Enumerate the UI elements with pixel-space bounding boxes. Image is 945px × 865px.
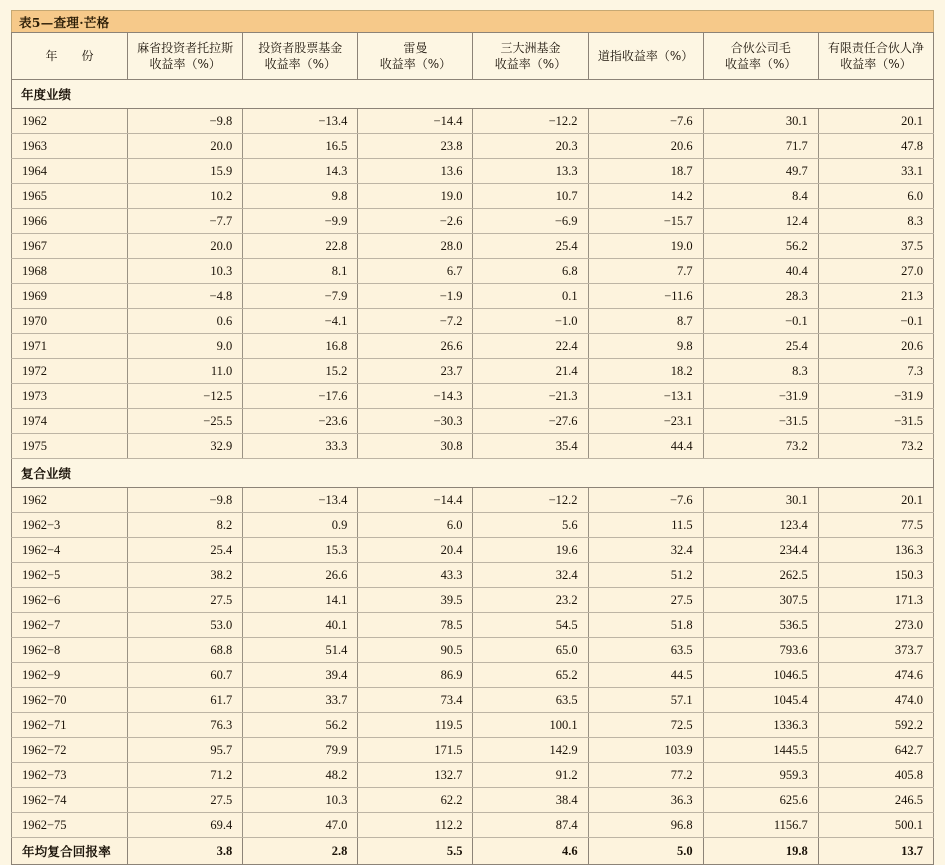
cell-year: 1970 xyxy=(12,309,128,334)
cell-year: 1971 xyxy=(12,334,128,359)
cell-value: −12.2 xyxy=(473,488,588,513)
cell-value: −7.2 xyxy=(358,309,473,334)
cell-value: −9.8 xyxy=(128,109,243,134)
total-row-value: 19.8 xyxy=(703,838,818,865)
cell-value: −23.1 xyxy=(588,409,703,434)
cell-year: 1974 xyxy=(12,409,128,434)
column-header-tri-continental-line1: 三大洲基金 xyxy=(500,41,561,55)
cell-year: 1972 xyxy=(12,359,128,384)
cell-value: 32.4 xyxy=(473,563,588,588)
cell-value: 9.8 xyxy=(243,184,358,209)
cell-value: −13.4 xyxy=(243,488,358,513)
column-header-year-line1: 年 份 xyxy=(45,49,100,63)
cell-value: 14.3 xyxy=(243,159,358,184)
column-header-mit xyxy=(128,33,243,80)
section-heading-row xyxy=(12,80,934,109)
cell-value: 959.3 xyxy=(703,763,818,788)
total-row-value: 5.0 xyxy=(588,838,703,865)
cell-value: 7.3 xyxy=(818,359,933,384)
cell-value: 119.5 xyxy=(358,713,473,738)
cell-value: 60.7 xyxy=(128,663,243,688)
table-row xyxy=(12,588,934,613)
cell-value: 78.5 xyxy=(358,613,473,638)
cell-value: 73.4 xyxy=(358,688,473,713)
cell-value: 103.9 xyxy=(588,738,703,763)
cell-value: 27.5 xyxy=(128,788,243,813)
cell-value: −1.9 xyxy=(358,284,473,309)
cell-value: −4.8 xyxy=(128,284,243,309)
cell-value: 40.4 xyxy=(703,259,818,284)
cell-value: 16.8 xyxy=(243,334,358,359)
cell-year: 1962−72 xyxy=(12,738,128,763)
cell-value: −31.9 xyxy=(818,384,933,409)
cell-value: 44.5 xyxy=(588,663,703,688)
cell-value: 39.4 xyxy=(243,663,358,688)
cell-value: 8.1 xyxy=(243,259,358,284)
cell-value: −13.4 xyxy=(243,109,358,134)
cell-value: 25.4 xyxy=(473,234,588,259)
cell-value: 10.3 xyxy=(243,788,358,813)
column-header-investors-stock-fund-line2: 收益率（%） xyxy=(264,57,336,71)
cell-value: 20.1 xyxy=(818,488,933,513)
cell-value: 44.4 xyxy=(588,434,703,459)
cell-value: 5.6 xyxy=(473,513,588,538)
cell-year: 1964 xyxy=(12,159,128,184)
table-row xyxy=(12,663,934,688)
column-header-tri-continental xyxy=(473,33,588,80)
cell-value: −14.3 xyxy=(358,384,473,409)
table-row xyxy=(12,434,934,459)
cell-value: 27.5 xyxy=(128,588,243,613)
cell-value: 28.0 xyxy=(358,234,473,259)
cell-value: 1045.4 xyxy=(703,688,818,713)
table-row xyxy=(12,259,934,284)
cell-value: 150.3 xyxy=(818,563,933,588)
cell-year: 1968 xyxy=(12,259,128,284)
table-row xyxy=(12,638,934,663)
cell-value: −7.7 xyxy=(128,209,243,234)
cell-value: 11.5 xyxy=(588,513,703,538)
cell-value: 68.8 xyxy=(128,638,243,663)
cell-value: −15.7 xyxy=(588,209,703,234)
cell-year: 1975 xyxy=(12,434,128,459)
cell-value: 56.2 xyxy=(243,713,358,738)
total-row-label: 年均复合回报率 xyxy=(12,838,128,865)
cell-value: 33.7 xyxy=(243,688,358,713)
cell-value: −13.1 xyxy=(588,384,703,409)
table-row xyxy=(12,488,934,513)
cell-year: 1962−4 xyxy=(12,538,128,563)
cell-value: 6.0 xyxy=(358,513,473,538)
column-header-partnership-gross-line1: 合伙公司毛 xyxy=(730,41,791,55)
cell-value: −17.6 xyxy=(243,384,358,409)
cell-value: 474.6 xyxy=(818,663,933,688)
cell-value: 1156.7 xyxy=(703,813,818,838)
cell-value: 39.5 xyxy=(358,588,473,613)
cell-value: 474.0 xyxy=(818,688,933,713)
cell-value: 234.4 xyxy=(703,538,818,563)
column-header-mit-line2: 收益率（%） xyxy=(149,57,221,71)
column-header-investors-stock-fund xyxy=(243,33,358,80)
cell-value: 373.7 xyxy=(818,638,933,663)
cell-value: 65.2 xyxy=(473,663,588,688)
cell-value: 49.7 xyxy=(703,159,818,184)
cell-value: 8.7 xyxy=(588,309,703,334)
cell-value: 171.3 xyxy=(818,588,933,613)
cell-value: 51.4 xyxy=(243,638,358,663)
cell-year: 1962−74 xyxy=(12,788,128,813)
cell-value: 123.4 xyxy=(703,513,818,538)
cell-value: 63.5 xyxy=(588,638,703,663)
table-row xyxy=(12,334,934,359)
cell-value: 57.1 xyxy=(588,688,703,713)
cell-value: −12.5 xyxy=(128,384,243,409)
cell-value: 8.4 xyxy=(703,184,818,209)
cell-value: 33.3 xyxy=(243,434,358,459)
cell-value: 33.1 xyxy=(818,159,933,184)
cell-value: 8.2 xyxy=(128,513,243,538)
table-row xyxy=(12,309,934,334)
cell-value: 793.6 xyxy=(703,638,818,663)
table-row xyxy=(12,513,934,538)
table-row xyxy=(12,563,934,588)
cell-value: 136.3 xyxy=(818,538,933,563)
cell-value: 15.9 xyxy=(128,159,243,184)
total-row-value: 2.8 xyxy=(243,838,358,865)
cell-value: 307.5 xyxy=(703,588,818,613)
column-header-year xyxy=(12,33,128,80)
cell-value: 536.5 xyxy=(703,613,818,638)
cell-value: −14.4 xyxy=(358,488,473,513)
cell-value: 38.4 xyxy=(473,788,588,813)
cell-value: 1046.5 xyxy=(703,663,818,688)
cell-year: 1962−73 xyxy=(12,763,128,788)
cell-value: 21.3 xyxy=(818,284,933,309)
cell-value: 56.2 xyxy=(703,234,818,259)
cell-value: −25.5 xyxy=(128,409,243,434)
cell-value: 22.8 xyxy=(243,234,358,259)
table-body xyxy=(12,80,934,865)
cell-value: 262.5 xyxy=(703,563,818,588)
cell-value: 20.4 xyxy=(358,538,473,563)
table-row xyxy=(12,688,934,713)
cell-value: 6.0 xyxy=(818,184,933,209)
cell-value: 30.1 xyxy=(703,109,818,134)
cell-value: 112.2 xyxy=(358,813,473,838)
cell-value: −30.3 xyxy=(358,409,473,434)
cell-value: 1445.5 xyxy=(703,738,818,763)
cell-value: 9.8 xyxy=(588,334,703,359)
cell-value: −31.5 xyxy=(703,409,818,434)
cell-value: 37.5 xyxy=(818,234,933,259)
cell-year: 1963 xyxy=(12,134,128,159)
cell-value: 0.9 xyxy=(243,513,358,538)
cell-value: 95.7 xyxy=(128,738,243,763)
cell-value: 71.2 xyxy=(128,763,243,788)
cell-value: −6.9 xyxy=(473,209,588,234)
cell-value: 642.7 xyxy=(818,738,933,763)
page-title: 表5—查理·芒格 xyxy=(19,14,110,30)
cell-value: −1.0 xyxy=(473,309,588,334)
table-row xyxy=(12,538,934,563)
total-row-value: 5.5 xyxy=(358,838,473,865)
cell-value: 9.0 xyxy=(128,334,243,359)
header-row xyxy=(12,33,934,80)
cell-year: 1969 xyxy=(12,284,128,309)
table-row xyxy=(12,359,934,384)
cell-value: 51.8 xyxy=(588,613,703,638)
cell-value: 8.3 xyxy=(703,359,818,384)
cell-year: 1962−9 xyxy=(12,663,128,688)
cell-value: 30.1 xyxy=(703,488,818,513)
cell-value: −12.2 xyxy=(473,109,588,134)
cell-value: −23.6 xyxy=(243,409,358,434)
cell-value: 592.2 xyxy=(818,713,933,738)
cell-value: 47.0 xyxy=(243,813,358,838)
cell-value: 72.5 xyxy=(588,713,703,738)
cell-year: 1962−5 xyxy=(12,563,128,588)
cell-year: 1962−71 xyxy=(12,713,128,738)
cell-value: 13.3 xyxy=(473,159,588,184)
cell-value: 132.7 xyxy=(358,763,473,788)
performance-table xyxy=(11,32,934,865)
cell-value: 73.2 xyxy=(703,434,818,459)
cell-value: −2.6 xyxy=(358,209,473,234)
column-header-tri-continental-line2: 收益率（%） xyxy=(494,57,567,71)
cell-year: 1962−6 xyxy=(12,588,128,613)
cell-value: 76.3 xyxy=(128,713,243,738)
column-header-limited-partners-net xyxy=(818,33,933,80)
total-row xyxy=(12,838,934,865)
cell-value: 47.8 xyxy=(818,134,933,159)
table-row xyxy=(12,738,934,763)
cell-value: 16.5 xyxy=(243,134,358,159)
cell-year: 1962−8 xyxy=(12,638,128,663)
table-row xyxy=(12,409,934,434)
column-header-dow-line1: 道指收益率（%） xyxy=(597,49,694,63)
cell-year: 1962−75 xyxy=(12,813,128,838)
cell-value: 100.1 xyxy=(473,713,588,738)
cell-value: 90.5 xyxy=(358,638,473,663)
cell-value: 15.3 xyxy=(243,538,358,563)
cell-value: 171.5 xyxy=(358,738,473,763)
cell-value: 91.2 xyxy=(473,763,588,788)
table-row xyxy=(12,134,934,159)
table-row xyxy=(12,109,934,134)
cell-value: 20.0 xyxy=(128,134,243,159)
table-row xyxy=(12,209,934,234)
cell-value: −4.1 xyxy=(243,309,358,334)
cell-value: −31.9 xyxy=(703,384,818,409)
cell-value: −9.9 xyxy=(243,209,358,234)
cell-value: 86.9 xyxy=(358,663,473,688)
cell-year: 1962 xyxy=(12,109,128,134)
cell-value: 246.5 xyxy=(818,788,933,813)
cell-value: 77.2 xyxy=(588,763,703,788)
cell-value: 23.8 xyxy=(358,134,473,159)
cell-value: 18.2 xyxy=(588,359,703,384)
cell-value: 32.4 xyxy=(588,538,703,563)
cell-year: 1965 xyxy=(12,184,128,209)
cell-value: 11.0 xyxy=(128,359,243,384)
table-row xyxy=(12,159,934,184)
cell-value: 23.2 xyxy=(473,588,588,613)
table-row xyxy=(12,788,934,813)
cell-value: 62.2 xyxy=(358,788,473,813)
cell-value: −11.6 xyxy=(588,284,703,309)
table-header xyxy=(12,33,934,80)
table-row xyxy=(12,763,934,788)
cell-value: 79.9 xyxy=(243,738,358,763)
cell-value: 0.6 xyxy=(128,309,243,334)
cell-year: 1962 xyxy=(12,488,128,513)
cell-year: 1967 xyxy=(12,234,128,259)
column-header-lehman-line2: 收益率（%） xyxy=(379,57,452,71)
table-row xyxy=(12,384,934,409)
cell-value: 36.3 xyxy=(588,788,703,813)
cell-value: 35.4 xyxy=(473,434,588,459)
cell-value: 19.0 xyxy=(358,184,473,209)
cell-value: 63.5 xyxy=(473,688,588,713)
cell-value: 69.4 xyxy=(128,813,243,838)
cell-value: 20.3 xyxy=(473,134,588,159)
cell-value: 20.1 xyxy=(818,109,933,134)
cell-value: 30.8 xyxy=(358,434,473,459)
cell-value: 27.0 xyxy=(818,259,933,284)
cell-value: 27.5 xyxy=(588,588,703,613)
cell-value: 32.9 xyxy=(128,434,243,459)
cell-value: 500.1 xyxy=(818,813,933,838)
column-header-partnership-gross-line2: 收益率（%） xyxy=(725,57,797,71)
total-row-value: 4.6 xyxy=(473,838,588,865)
cell-value: 18.7 xyxy=(588,159,703,184)
cell-value: 87.4 xyxy=(473,813,588,838)
cell-value: 96.8 xyxy=(588,813,703,838)
cell-value: 6.7 xyxy=(358,259,473,284)
cell-value: −9.8 xyxy=(128,488,243,513)
cell-value: 1336.3 xyxy=(703,713,818,738)
total-row-value: 3.8 xyxy=(128,838,243,865)
column-header-dow xyxy=(588,33,703,80)
cell-year: 1962−70 xyxy=(12,688,128,713)
cell-value: 25.4 xyxy=(703,334,818,359)
cell-year: 1973 xyxy=(12,384,128,409)
cell-value: 10.3 xyxy=(128,259,243,284)
cell-value: 40.1 xyxy=(243,613,358,638)
cell-value: 43.3 xyxy=(358,563,473,588)
cell-value: 21.4 xyxy=(473,359,588,384)
cell-value: 19.6 xyxy=(473,538,588,563)
section-heading-label: 复合业绩 xyxy=(12,459,934,488)
cell-year: 1962−7 xyxy=(12,613,128,638)
cell-value: 26.6 xyxy=(358,334,473,359)
cell-value: −31.5 xyxy=(818,409,933,434)
cell-value: 77.5 xyxy=(818,513,933,538)
cell-value: 51.2 xyxy=(588,563,703,588)
cell-value: −7.6 xyxy=(588,488,703,513)
table-title-band xyxy=(11,10,934,32)
cell-value: 19.0 xyxy=(588,234,703,259)
cell-value: 8.3 xyxy=(818,209,933,234)
cell-value: 10.2 xyxy=(128,184,243,209)
cell-value: 53.0 xyxy=(128,613,243,638)
table-row xyxy=(12,713,934,738)
column-header-mit-line1: 麻省投资者托拉斯 xyxy=(137,41,234,55)
table-row xyxy=(12,184,934,209)
cell-value: 0.1 xyxy=(473,284,588,309)
cell-value: 73.2 xyxy=(818,434,933,459)
cell-value: 142.9 xyxy=(473,738,588,763)
cell-value: 273.0 xyxy=(818,613,933,638)
cell-value: −14.4 xyxy=(358,109,473,134)
cell-value: 405.8 xyxy=(818,763,933,788)
cell-value: −7.6 xyxy=(588,109,703,134)
cell-value: −27.6 xyxy=(473,409,588,434)
cell-value: 71.7 xyxy=(703,134,818,159)
cell-value: −0.1 xyxy=(818,309,933,334)
total-row-value: 13.7 xyxy=(818,838,933,865)
cell-value: 61.7 xyxy=(128,688,243,713)
cell-value: 14.2 xyxy=(588,184,703,209)
cell-value: 6.8 xyxy=(473,259,588,284)
cell-value: 22.4 xyxy=(473,334,588,359)
cell-value: 54.5 xyxy=(473,613,588,638)
cell-value: 38.2 xyxy=(128,563,243,588)
cell-year: 1966 xyxy=(12,209,128,234)
cell-value: 26.6 xyxy=(243,563,358,588)
cell-value: 20.6 xyxy=(588,134,703,159)
column-header-lehman xyxy=(358,33,473,80)
section-heading-row xyxy=(12,459,934,488)
cell-value: 12.4 xyxy=(703,209,818,234)
cell-value: 25.4 xyxy=(128,538,243,563)
column-header-limited-partners-net-line2: 收益率（%） xyxy=(840,57,912,71)
section-heading-label: 年度业绩 xyxy=(12,80,934,109)
cell-year: 1962−3 xyxy=(12,513,128,538)
cell-value: 23.7 xyxy=(358,359,473,384)
cell-value: 28.3 xyxy=(703,284,818,309)
table-row xyxy=(12,234,934,259)
cell-value: −0.1 xyxy=(703,309,818,334)
cell-value: 13.6 xyxy=(358,159,473,184)
cell-value: 14.1 xyxy=(243,588,358,613)
cell-value: 7.7 xyxy=(588,259,703,284)
cell-value: −21.3 xyxy=(473,384,588,409)
cell-value: 625.6 xyxy=(703,788,818,813)
table-row xyxy=(12,613,934,638)
cell-value: 20.6 xyxy=(818,334,933,359)
cell-value: 65.0 xyxy=(473,638,588,663)
cell-value: 48.2 xyxy=(243,763,358,788)
column-header-partnership-gross xyxy=(703,33,818,80)
cell-value: 15.2 xyxy=(243,359,358,384)
cell-value: 20.0 xyxy=(128,234,243,259)
cell-value: 10.7 xyxy=(473,184,588,209)
column-header-investors-stock-fund-line1: 投资者股票基金 xyxy=(258,41,343,55)
column-header-lehman-line1: 雷曼 xyxy=(403,41,428,55)
table-row xyxy=(12,284,934,309)
table-row xyxy=(12,813,934,838)
cell-value: −7.9 xyxy=(243,284,358,309)
column-header-limited-partners-net-line1: 有限责任合伙人净 xyxy=(827,41,924,55)
